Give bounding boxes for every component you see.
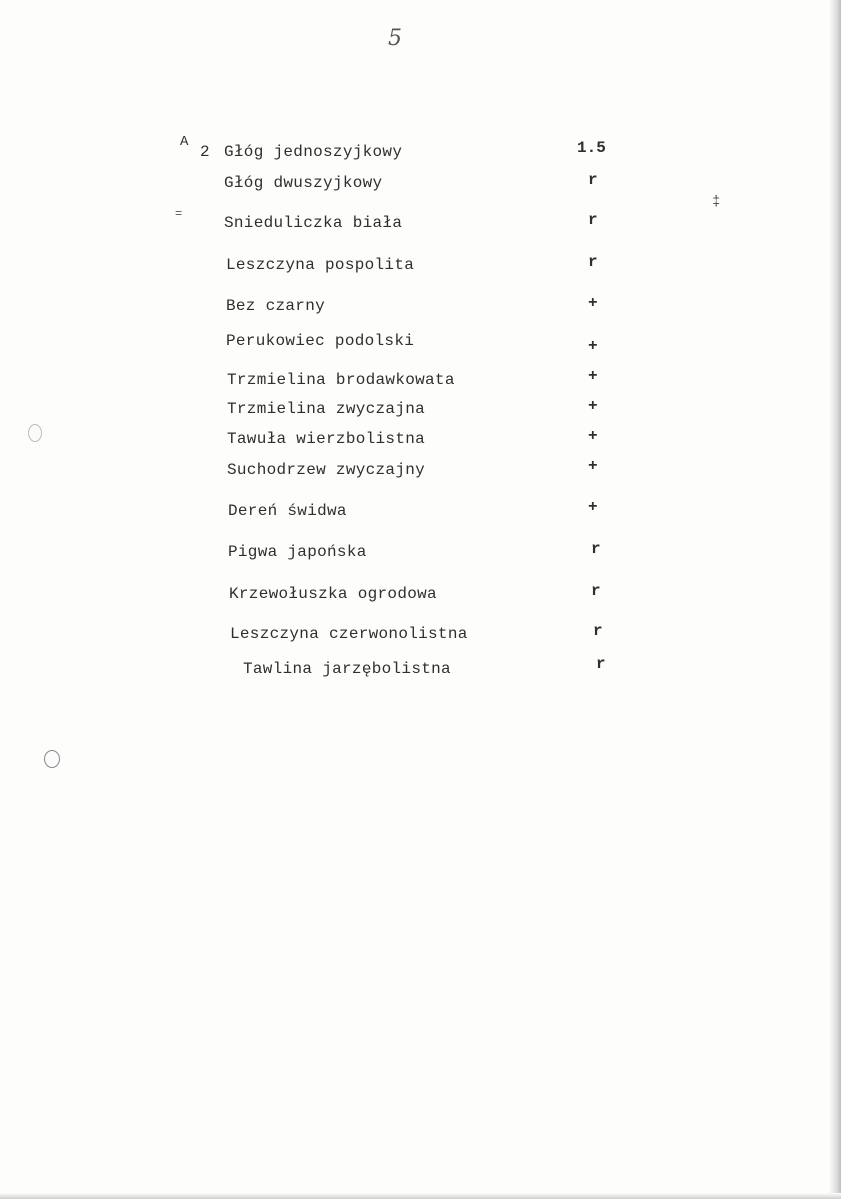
- list-number: 2: [200, 143, 210, 161]
- species-name: Perukowiec podolski: [226, 332, 415, 350]
- species-name: Leszczyna czerwonolistna: [230, 625, 468, 643]
- species-name: Leszczyna pospolita: [226, 256, 415, 274]
- page-number: 5: [388, 26, 402, 51]
- species-name: Snieduliczka biała: [224, 214, 403, 232]
- species-value: +: [588, 397, 598, 415]
- species-name: Suchodrzew zwyczajny: [227, 461, 426, 479]
- punch-hole-lower: [44, 750, 60, 768]
- species-value: +: [588, 367, 598, 385]
- species-value: r: [588, 211, 598, 229]
- species-value: +: [588, 498, 598, 516]
- species-value: +: [588, 427, 598, 445]
- page-edge-shadow-bottom: [0, 1193, 841, 1199]
- species-value: r: [588, 171, 598, 189]
- section-letter: A: [180, 134, 189, 150]
- species-value: r: [588, 253, 598, 271]
- species-name: Głóg jednoszyjkowy: [224, 143, 403, 161]
- species-name: Tawlina jarzębolistna: [243, 660, 451, 678]
- species-name: Trzmielina zwyczajna: [227, 400, 426, 418]
- species-name: Pigwa japońska: [228, 543, 367, 561]
- species-value: r: [593, 622, 603, 640]
- punch-hole-upper: [28, 424, 42, 442]
- species-value: +: [588, 337, 598, 355]
- margin-binder-mark: ‡: [712, 194, 721, 210]
- species-value: +: [588, 457, 598, 475]
- species-value: +: [588, 294, 598, 312]
- species-name: Tawuła wierzbolistna: [227, 430, 426, 448]
- margin-tick-mark: =: [175, 207, 183, 221]
- species-name: Głóg dwuszyjkowy: [224, 174, 383, 192]
- species-name: Trzmielina brodawkowata: [227, 371, 455, 389]
- species-value: r: [596, 655, 606, 673]
- species-value: 1.5: [577, 139, 606, 157]
- species-name: Krzewołuszka ogrodowa: [229, 585, 437, 603]
- species-name: Bez czarny: [226, 297, 326, 315]
- species-value: r: [591, 582, 601, 600]
- species-value: r: [591, 540, 601, 558]
- species-name: Dereń świdwa: [228, 502, 347, 520]
- page-edge-shadow-right: [829, 0, 841, 1199]
